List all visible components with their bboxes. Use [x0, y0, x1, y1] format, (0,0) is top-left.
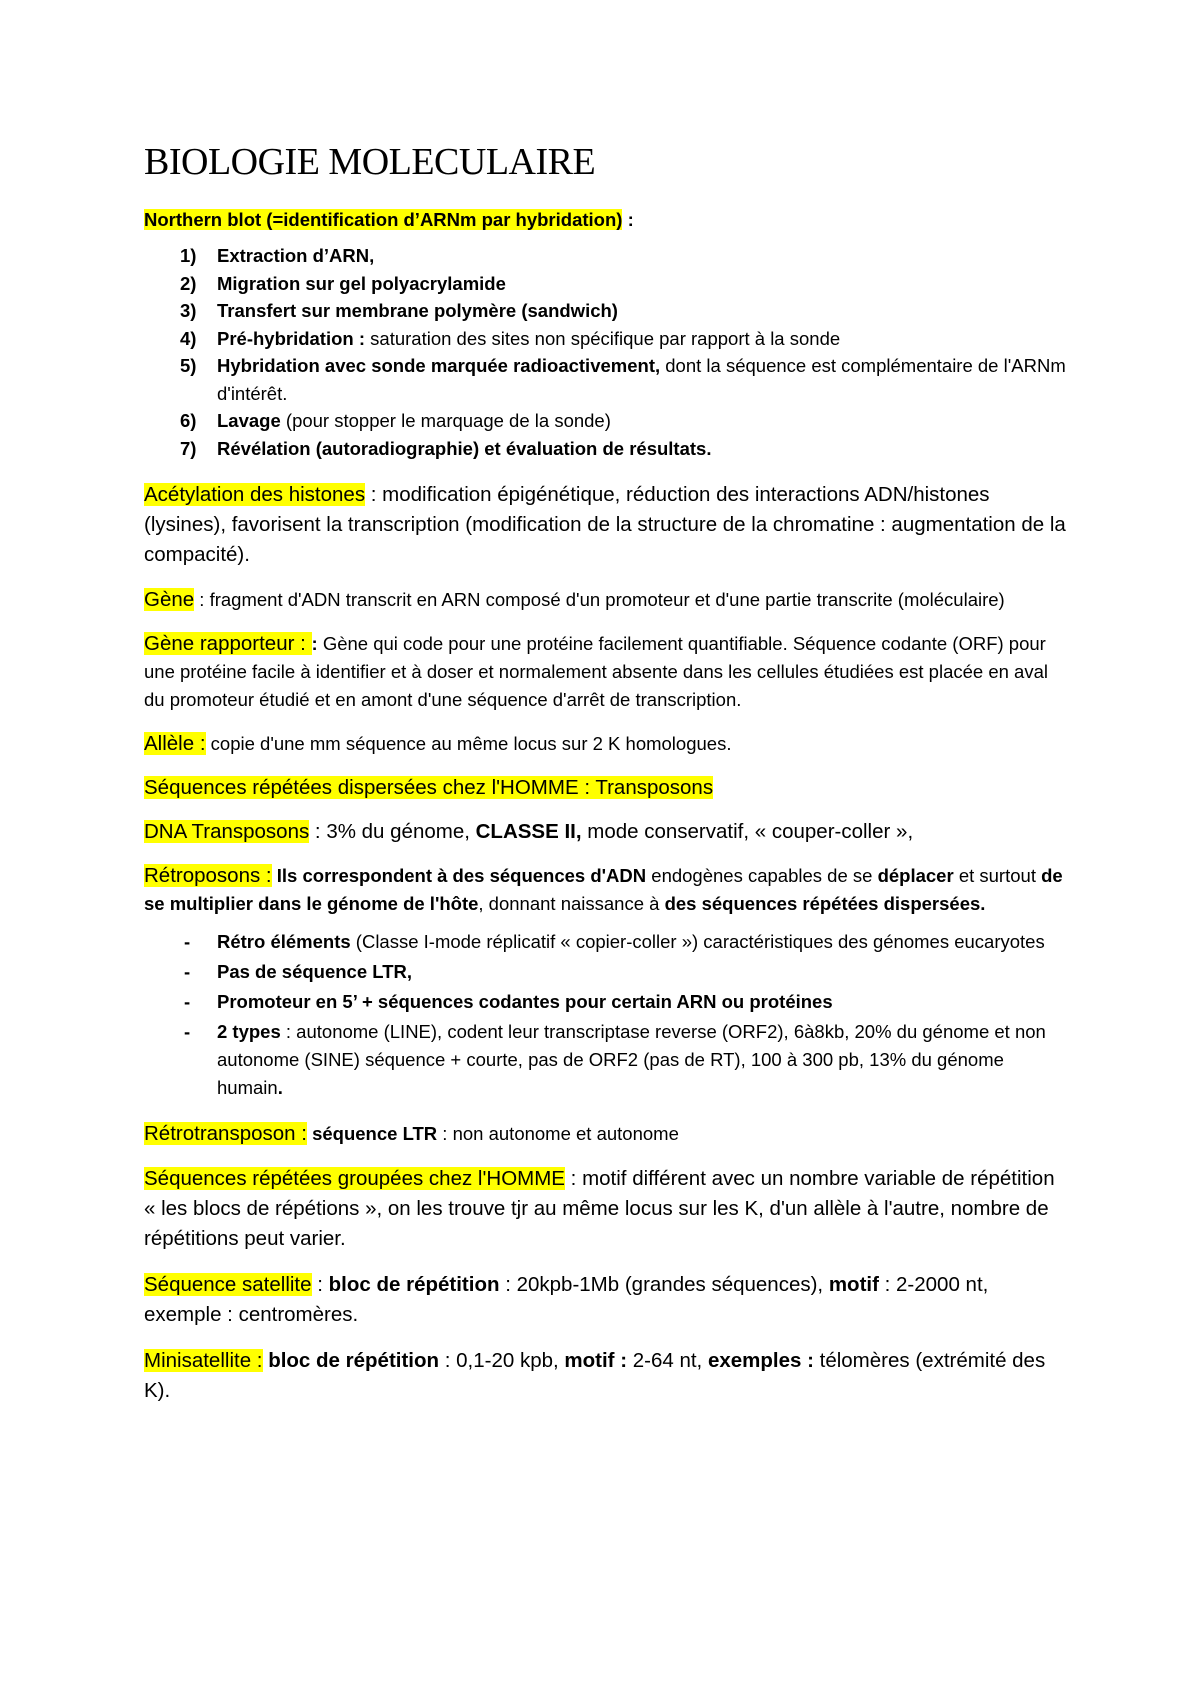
retroposons-paragraph: Rétroposons : Ils correspondent à des séquences d'ADN endogènes capables de se déplacer et surtout de se multiplier dans le génome de l'hôte, donnant naissance à des séquences répétées dispersées.: [144, 864, 1063, 914]
retrotransposon-term: Rétrotransposon :: [144, 1122, 307, 1145]
allele-term: Allèle :: [144, 732, 206, 755]
page-title: BIOLOGIE MOLECULAIRE: [144, 141, 596, 183]
list-item: 2) Migration sur gel polyacrylamide: [180, 272, 506, 294]
list-item: 3) Transfert sur membrane polymère (sandwich): [180, 300, 618, 321]
retrotransposon-paragraph: Rétrotransposon : séquence LTR : non autonome et autonome: [144, 1122, 679, 1145]
list-item: 5) Hybridation avec sonde marquée radioactivement, dont la séquence est complémentaire de l'ARNm d'intérêt.: [180, 355, 1066, 404]
gene-rapporteur-paragraph: Gène rapporteur : : Gène qui code pour une protéine facilement quantifiable. Séquence codante (ORF) pour une protéine facile à identifier et à doser et normalement absente dans les cellules étudiées est placée en aval du promoteur étudié et en amont d'une séquence d'arrêt de transcription.: [144, 632, 1048, 710]
satellite-paragraph: Séquence satellite : bloc de répétition : 20kpb-1Mb (grandes séquences), motif : 2-2000 nt, exemple : centromères.: [144, 1273, 989, 1326]
northern-term: Northern blot (=identification d’ARNm par hybridation): [144, 209, 623, 230]
list-item: - Pas de séquence LTR,: [184, 961, 412, 982]
sequences-dispersees-term: Séquences répétées dispersées chez l'HOMME : Transposons: [144, 776, 714, 799]
dna-transposons-paragraph: DNA Transposons : 3% du génome, CLASSE II, mode conservatif, « couper-coller »,: [144, 820, 914, 843]
satellite-term: Séquence satellite: [144, 1273, 312, 1296]
sequences-groupees-paragraph: Séquences répétées groupées chez l'HOMME : motif différent avec un nombre variable de répétition « les blocs de répétions », on les trouve tjr au même locus sur les K, d'un allèle à l'autre, nombre de répétitions peut varier.: [144, 1167, 1055, 1250]
allele-paragraph: Allèle : copie d'une mm séquence au même locus sur 2 K homologues.: [144, 732, 732, 755]
list-item: 7) Révélation (autoradiographie) et évaluation de résultats.: [180, 437, 712, 459]
acetylation-paragraph: Acétylation des histones : modification épigénétique, réduction des interactions ADN/histones (lysines), favorisent la transcription (modification de la structure de la chromatine : augmentation de la compacité).: [144, 483, 1066, 566]
gene-paragraph: Gène : fragment d'ADN transcrit en ARN composé d'un promoteur et d'une partie transcrite (moléculaire): [144, 588, 1005, 611]
gene-term: Gène: [144, 588, 195, 611]
list-item: - Rétro éléments (Classe I-mode réplicatif « copier-coller ») caractéristiques des génomes eucaryotes: [184, 931, 1045, 952]
retroposons-term: Rétroposons :: [144, 864, 272, 887]
list-item: 1) Extraction d’ARN,: [180, 245, 375, 266]
list-item: - Promoteur en 5’ + séquences codantes pour certain ARN ou protéines: [184, 991, 833, 1012]
dna-transposons-term: DNA Transposons: [144, 820, 310, 843]
retro-list: [144, 928, 1069, 1102]
minisatellite-term: Minisatellite :: [144, 1349, 263, 1372]
acetylation-term: Acétylation des histones: [144, 483, 366, 506]
document-page: [144, 140, 1069, 1422]
northern-heading: Northern blot (=identification d’ARNm par hybridation) :: [144, 209, 634, 230]
minisatellite-paragraph: Minisatellite : bloc de répétition : 0,1-20 kpb, motif : 2-64 nt, exemples : télomères (extrémité des K).: [144, 1349, 1046, 1402]
sequences-groupees-term: Séquences répétées groupées chez l'HOMME: [144, 1167, 565, 1190]
list-item: 6) Lavage (pour stopper le marquage de la sonde): [180, 410, 611, 431]
gene-rapporteur-term: Gène rapporteur :: [144, 632, 312, 655]
sequences-dispersees-paragraph: [144, 774, 1069, 802]
list-item: 4) Pré-hybridation : saturation des sites non spécifique par rapport à la sonde: [180, 327, 841, 349]
list-item: - 2 types : autonome (LINE), codent leur transcriptase reverse (ORF2), 6à8kb, 20% du génome et non autonome (SINE) séquence + courte, pas de ORF2 (pas de RT), 100 à 300 pb, 13% du génome humain.: [184, 1021, 1046, 1098]
northern-steps: [144, 242, 1069, 462]
